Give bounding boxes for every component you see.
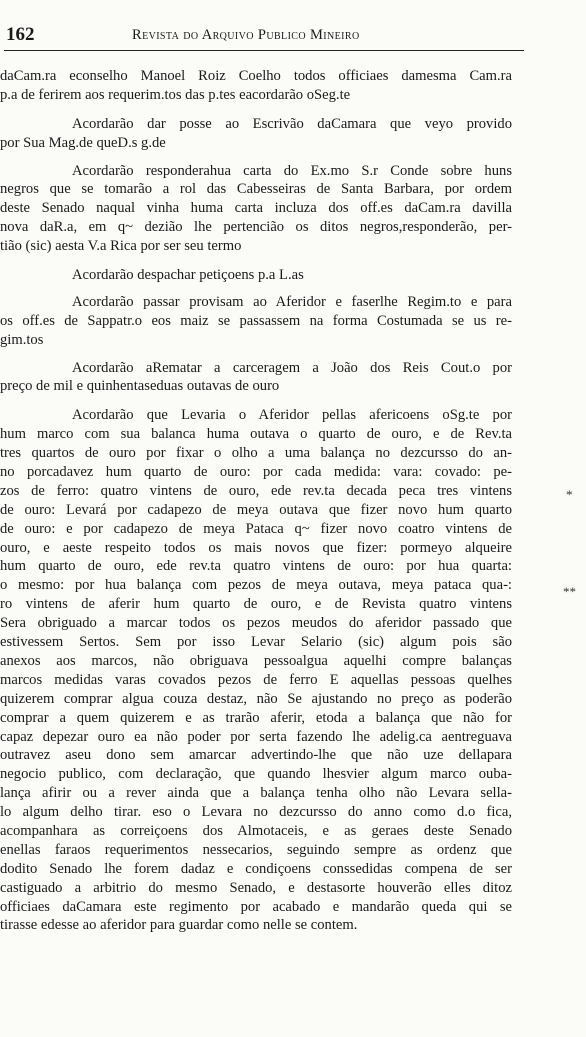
text-line: estivessem Sertos. Sem por isso Levar Selario (sic) algum pois são [0, 634, 512, 651]
text-line: hum marco com sua balanca huma outava o quarto de ouro, e de Rev.ta [0, 426, 512, 443]
text-line: tres quartos de ouro por fixar o olho a uma balança no dezcursso do an- [0, 445, 512, 462]
text-line: Acordarão passar provisam ao Aferidor e faserlhe Regim.to e para [72, 293, 512, 310]
page-number: 162 [6, 24, 35, 45]
text-line: ouro, e aeste respeito todos os mais novos que fizer: pormeyo alqueire [0, 539, 512, 556]
text-line: enellas faraos requerimentos nessecarios, seguindo sempre as ordenz que [0, 841, 512, 858]
text-line: preço de mil e quinhentaseduas outavas de ouro [0, 378, 280, 395]
margin-mark: ** [563, 584, 576, 599]
text-line: deste Senado naqual vinha huma carta incluza dos off.es daCam.ra davilla [0, 200, 512, 217]
text-line: officiaes daCamara este regimento por acabado e mandarão queda qui se [0, 898, 512, 915]
text-line: Acordarão dar posse ao Escrivão daCamara que veyo provido [72, 115, 512, 132]
text-line: nova daR.a, em q~ dezião lhe pertencião os ditos negros,responderão, per- [0, 219, 512, 236]
running-header [4, 22, 524, 51]
text-line: lo algum delho tirar. eso o Levara no dezcursso do anno como d.o fica, [0, 804, 512, 821]
text-line: capaz depezar ouro ea não poder por serta fazendo lhe adelig.ca aentreguava [0, 728, 512, 745]
text-line: daCam.ra econselho Manoel Roiz Coelho todos officiaes damesma Cam.ra [0, 68, 512, 84]
text-line: por Sua Mag.de queD.s g.de [0, 134, 166, 151]
paragraph [0, 293, 512, 350]
text-line: Acordarão despachar petiçoens p.a L.as [72, 267, 304, 284]
margin-mark: * [566, 487, 573, 502]
text-line: dodito Senado lhe forem dadaz e condiçoens conssedidas compena de ser [0, 860, 512, 877]
document-body [0, 67, 512, 945]
text-line: p.a de ferirem aos requerim.tos das p.tes eacordarão oSeg.te [0, 86, 351, 103]
text-line: acompanhara as correiçoens dos Almotaceis, e as geraes deste Senado [0, 822, 512, 839]
text-line: quizerem comprar algua couza destaz, não Se ajustando no preço as poderão [0, 690, 512, 707]
text-line: gim.tos [0, 331, 44, 348]
text-line: Sera obriguado a marcar todos os pezos meudos do aferidor passado que [0, 615, 512, 632]
text-line: o mesmo: por hua balança com pezos de meya outava, meya pataca qua-: [0, 577, 512, 594]
paragraph [0, 359, 512, 397]
paragraph [0, 67, 512, 105]
text-line: Acordarão que Levaria o Aferidor pellas afericoens oSg.te por [72, 407, 512, 424]
text-line: anexos aos marcos, não obriguava pessoalgua aquelhi compre balanças [0, 652, 512, 669]
text-line: castiguado a arbitrio do mesmo Senado, e destasorte houverão elles ditoz [0, 879, 512, 896]
text-line: Acordarão responderahua carta do Ex.mo S.r Conde sobre huns [72, 162, 512, 179]
text-line: ro vintens de aferir hum quarto de ouro, e de Revista quatro vintens [0, 596, 512, 613]
text-line: tião (sic) aesta V.a Rica por ser seu termo [0, 238, 242, 255]
text-line: lança afirir ou a rever ainda que a balança tenha olho não Levara sella- [0, 785, 512, 802]
text-line: negros que se tomarão a rol das Cabesseiras de Santa Barbara, por ordem [0, 181, 512, 198]
running-title: Revista do Arquivo Publico Mineiro [132, 27, 360, 43]
text-line: no porcadavez hum quarto de ouro: por cada medida: vara: covado: pe- [0, 464, 512, 481]
text-line: negocio publico, com declaração, que quando lhesvier algum marco ouba- [0, 766, 512, 783]
text-line: tirasse edesse ao aferidor para guardar como nelle se contem. [0, 917, 358, 934]
paragraph [0, 162, 512, 256]
text-line: comprar a quem quizerem e as trarão aferir, etoda a balança que não for [0, 709, 512, 726]
text-line: zos de ferro: quatro vintens de ouro, ede rev.ta decada peca tres vintens [0, 482, 512, 499]
paragraph [0, 115, 512, 153]
paragraph [0, 406, 512, 935]
text-line: os off.es de Sappatr.o eos maiz se passassem na forma Costumada se us re- [0, 312, 512, 329]
text-line: hum quarto de ouro, ede rev.ta quatro vintens de ouro: por hua quarta: [0, 558, 512, 575]
text-line: de ouro: e por cadapezo de meya Pataca q~ fizer novo coatro vintens de [0, 520, 512, 537]
text-line: de ouro: Levará por cadapezo de meya outava que fizer novo hum quarto [0, 501, 512, 518]
text-line: outravez aseu dono sem amarcar advertindo-lhe que não uze dellapara [0, 747, 512, 764]
text-line: Acordarão aRematar a carceragem a João dos Reis Cout.o por [72, 359, 512, 376]
text-line: marcos medidas varas covados pezos de ferro E aquellas pessoas quelhes [0, 671, 512, 688]
paragraph [0, 266, 512, 285]
